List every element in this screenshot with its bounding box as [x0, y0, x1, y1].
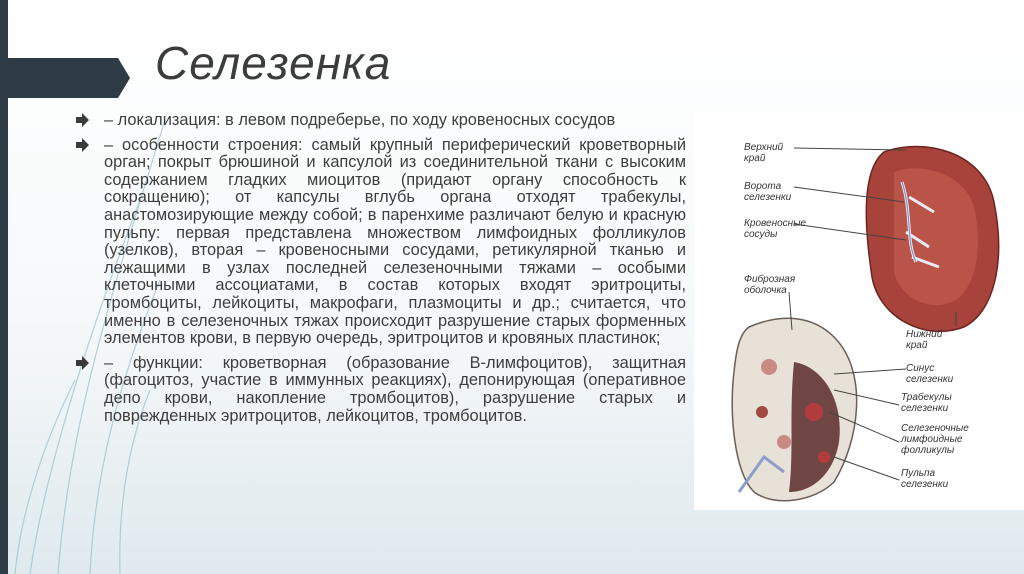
label-hilum: Ворота селезенки — [744, 181, 792, 203]
arrow-right-icon — [76, 138, 90, 152]
bullet-item-localization — [76, 112, 686, 130]
arrow-right-icon — [76, 356, 90, 370]
bullet-list — [76, 112, 686, 432]
label-trabeculae: Трабекулы селезенки — [901, 392, 952, 414]
label-follicles: Селезеночные лимфоидные фолликулы — [901, 423, 969, 456]
spleen-illustration — [694, 112, 1024, 510]
bullet-item-structure — [76, 137, 686, 348]
label-bottom-edge: Нижний край — [906, 329, 943, 351]
bullet-text: – особенности строения: самый крупный периферический кроветворный орган; покрыт брюшиной и капсулой из соединительной ткани с высоким содержанием гладких миоцитов (придают органу способность к сокращению); от капсулы вглубь органа отходят трабекулы, анастомозирующие между собой; в паренхиме различают белую и красную пульпу: первая представлена множеством лимфоидных фолликулов (узелков), вторая – кровеносными сосудами, ретикулярной тканью и лежащими в узлах последней селезеночными тяжами – особыми клеточными ассоциатами, в состав которых входят эритроциты, тромбоциты, лейкоциты, макрофаги, плазмоциты и др.; считается, что именно в селезеночных тяжах происходит разрушение старых форменных элементов крови, в первую очередь, эритроцитов и кровяных пластинок; — [104, 135, 686, 348]
label-sinus: Синус селезенки — [906, 363, 954, 385]
label-fibrous-capsule: Фиброзная оболочка — [744, 274, 796, 296]
bullet-item-functions — [76, 355, 686, 425]
bullet-text: – локализация: в левом подреберье, по ходу кровеносных сосудов — [104, 111, 616, 129]
label-blood-vessels: Кровеносные сосуды — [744, 218, 807, 240]
bullet-text: – функции: кроветворная (образование В-лимфоцитов), защитная (фагоцитоз, участие в иммунных реакциях), депонирующая (оперативное депо крови, накопление тромбоцитов), разрушение старых и поврежденных эритроцитов, лейкоцитов, тромбоцитов. — [104, 353, 686, 425]
label-top-edge: Верхний край — [744, 142, 784, 164]
slide-title: Селезенка — [155, 37, 392, 89]
arrow-right-icon — [76, 113, 90, 127]
label-pulp: Пульпа селезенки — [901, 468, 949, 490]
title-tab-shape — [0, 58, 130, 98]
